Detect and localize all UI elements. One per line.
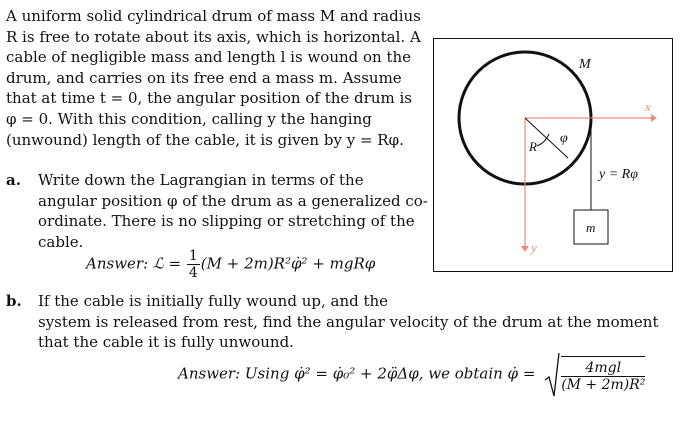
drum-diagram: [433, 38, 673, 272]
part-a: [6, 170, 426, 252]
label-M: M: [579, 57, 591, 72]
part-b-answer: [178, 356, 646, 393]
fraction-numerator: 4mgl: [561, 360, 645, 377]
part-b-line: that the cable it is fully unwound.: [38, 333, 294, 352]
answer-a-fraction: [187, 248, 200, 281]
part-b-line: system is released from rest, find the angular velocity of the drum at the moment: [38, 312, 659, 331]
sqrt-sign-icon: [544, 352, 560, 398]
answer-b-prefix: Answer: Using φ̇² = φ̇₀² + 2φ̈Δφ, we obtain φ̇ =: [178, 364, 536, 383]
label-phi: φ: [560, 131, 568, 146]
intro-line: cable of negligible mass and length l is wound on the: [6, 48, 412, 67]
label-x: x: [645, 99, 651, 114]
answer-a-prefix: Answer: ℒ =: [86, 254, 182, 273]
part-a-line: angular position φ of the drum as a generalized co-: [38, 191, 428, 210]
intro-line: R is free to rotate about its axis, which is horizontal. A: [6, 27, 421, 46]
fraction-denominator: 4: [188, 265, 198, 281]
answer-b-fraction: [561, 356, 645, 393]
fraction-numerator: 1: [188, 248, 198, 264]
label-R: R: [529, 139, 537, 154]
sqrt-expression: [544, 356, 646, 393]
part-a-answer: [86, 248, 375, 281]
intro-line: that at time t = 0, the angular position of the drum is: [6, 89, 412, 108]
answer-a-rest: (M + 2m)R²φ̇² + mgRφ: [200, 254, 376, 273]
intro-line: φ = 0. With this condition, calling y the hanging: [6, 109, 372, 128]
part-a-line: cable.: [38, 232, 84, 251]
y-axis-arrow-icon: [521, 246, 529, 252]
part-b: [6, 291, 676, 353]
intro-line: A uniform solid cylindrical drum of mass M and radius: [6, 7, 421, 25]
part-a-line: Write down the Lagrangian in terms of the: [38, 171, 364, 189]
part-b-line: If the cable is initially fully wound up, and the: [38, 292, 389, 310]
problem-intro: [6, 6, 426, 150]
label-y-axis: y: [531, 240, 537, 255]
label-cable: y = Rφ: [599, 167, 638, 182]
label-m: m: [586, 220, 596, 235]
part-a-line: ordinate. There is no slipping or stretching of the: [38, 212, 415, 231]
fraction-denominator: (M + 2m)R²: [561, 377, 646, 393]
intro-line: (unwound) length of the cable, it is given by y = Rφ.: [6, 130, 404, 149]
angle-arc: [537, 134, 549, 146]
intro-line: drum, and carries on its free end a mass m. Assume: [6, 68, 402, 87]
x-axis-arrow-icon: [651, 114, 657, 122]
part-a-label: a.: [6, 171, 21, 189]
part-b-label: b.: [6, 292, 22, 310]
